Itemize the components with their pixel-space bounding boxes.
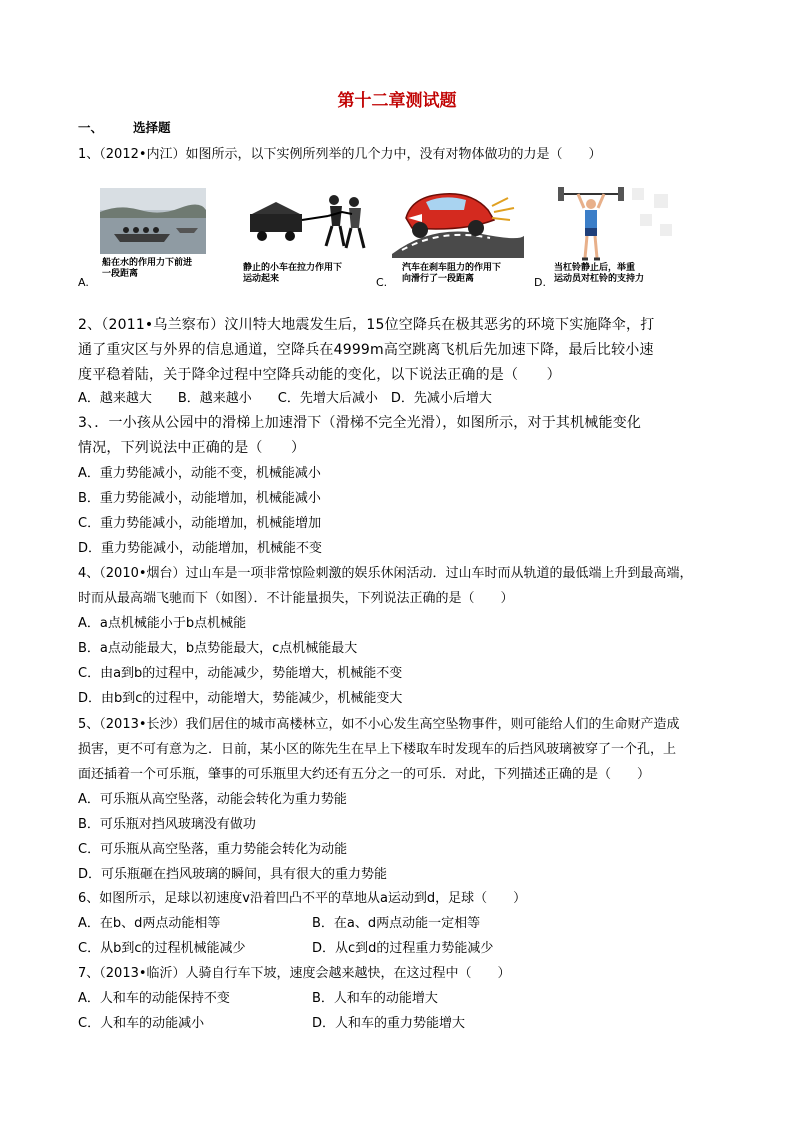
question-6-option-d: D．从c到d的过程重力势能减少 [312,941,494,956]
page-title: 第十二章测试题 [337,91,457,111]
figure-b-cart [246,192,376,254]
question-2-line2: 通了重灾区与外界的信息通道，空降兵在4999m高空跳离飞机后先加速下降，最后比较小速 [78,342,654,358]
figure-b-caption-line2: 运动起来 [243,274,280,284]
figure-b-caption [243,263,342,285]
question-6-option-b: B．在a、d两点动能一定相等 [312,916,481,931]
question-6-option-a: A．在b、d两点动能相等 [78,916,221,931]
question-5-line1: 5、（2013•长沙）我们居住的城市高楼林立，如不小心发生高空坠物事件，则可能给人们的生命财产造成 [78,717,680,732]
section-heading [78,116,171,140]
question-5-option-a: A．可乐瓶从高空坠落，动能会转化为重力势能 [78,792,347,807]
figure-d-caption-line1: 当杠铃静止后，举重 [554,263,636,273]
figure-c-caption-line2: 向滑行了一段距离 [402,274,475,284]
figure-d-caption [554,263,644,285]
figure-a-letter: A. [78,276,89,289]
figure-a-caption [102,258,192,280]
question-7-option-d: D．人和车的重力势能增大 [312,1016,466,1031]
question-3-option-b: B．重力势能减小，动能增加，机械能减小 [78,491,321,506]
question-3-line1: 3、．一小孩从公园中的滑梯上加速滑下（滑梯不完全光滑），如图所示，对于其机械能变化 [78,415,642,431]
figure-b-caption-line1: 静止的小车在拉力作用下 [243,263,343,273]
question-4-option-c: C．由a到b的过程中，动能减少，势能增大，机械能不变 [78,666,403,681]
figure-c-caption-line1: 汽车在刹车阻力的作用下 [402,263,502,273]
figure-a-caption-line2: 一段距离 [102,269,139,279]
question-3-line2: 情况，下列说法中正确的是（ ） [78,440,306,456]
question-7-option-b: B．人和车的动能增大 [312,991,438,1006]
question-5-option-b: B．可乐瓶对挡风玻璃没有做功 [78,817,256,832]
question-5-option-d: D．可乐瓶砸在挡风玻璃的瞬间，具有很大的重力势能 [78,867,388,882]
figure-d-caption-line2: 运动员对杠铃的支持力 [554,274,645,284]
question-4-option-a: A．a点机械能小于b点机械能 [78,616,247,631]
question-5-option-c: C．可乐瓶从高空坠落，重力势能会转化为动能 [78,842,348,857]
question-3-option-a: A．重力势能减小，动能不变，机械能减小 [78,466,321,481]
question-4-option-d: D．由b到c的过程中，动能增大，势能减少，机械能变大 [78,691,403,706]
question-1-text: 1、（2012•内江）如图所示，以下实例所列举的几个力中，没有对物体做功的力是（ ） [78,147,602,162]
figure-d-letter: D. [534,276,546,289]
section-label: 选择题 [133,120,171,135]
figure-d-weightlifter [556,184,676,262]
figure-c-caption [402,263,501,285]
question-4-option-b: B．a点动能最大，b点势能最大，c点机械能最大 [78,641,358,656]
figure-c-car [392,184,524,258]
question-7-option-a: A．人和车的动能保持不变 [78,991,230,1006]
question-3-option-d: D．重力势能减小，动能增加，机械能不变 [78,541,323,556]
question-5-line2: 损害，更不可有意为之．日前，某小区的陈先生在早上下楼取车时发现车的后挡风玻璃被穿了一个孔，上 [78,742,677,757]
question-2-line3: 度平稳着陆，关于降伞过程中空降兵动能的变化，以下说法正确的是（ ） [78,367,561,383]
question-7-line1: 7、（2013•临沂）人骑自行车下坡，速度会越来越快，在这过程中（ ） [78,966,511,981]
question-4-line2: 时而从最高端飞驰而下（如图）．不计能量损失，下列说法正确的是（ ） [78,591,514,606]
question-7-option-c: C．人和车的动能减小 [78,1016,205,1031]
figure-a-caption-line1: 船在水的作用力下前进 [102,258,193,268]
section-number: 一、 [78,120,104,135]
question-2-line1: 2、（2011•乌兰察布）汶川特大地震发生后，15位空降兵在极其恶劣的环境下实施降伞，打 [78,317,655,333]
question-6-option-c: C．从b到c的过程机械能减少 [78,941,246,956]
figure-a-boat [100,188,206,254]
question-5-line3: 面还插着一个可乐瓶，肇事的可乐瓶里大约还有五分之一的可乐．对此，下列描述正确的是（ ） [78,767,651,782]
question-4-line1: 4、（2010•烟台）过山车是一项非常惊险刺激的娱乐休闲活动．过山车时而从轨道的最低端上升到最高端， [78,566,693,581]
question-6-line1: 6、如图所示，足球以初速度v沿着凹凸不平的草地从a运动到d，足球（ ） [78,891,527,906]
question-2-options: A．越来越大 B．越来越小 C．先增大后减小 D．先减小后增大 [78,391,492,406]
question-3-option-c: C．重力势能减小，动能增加，机械能增加 [78,516,322,531]
figure-c-letter: C. [376,276,388,289]
